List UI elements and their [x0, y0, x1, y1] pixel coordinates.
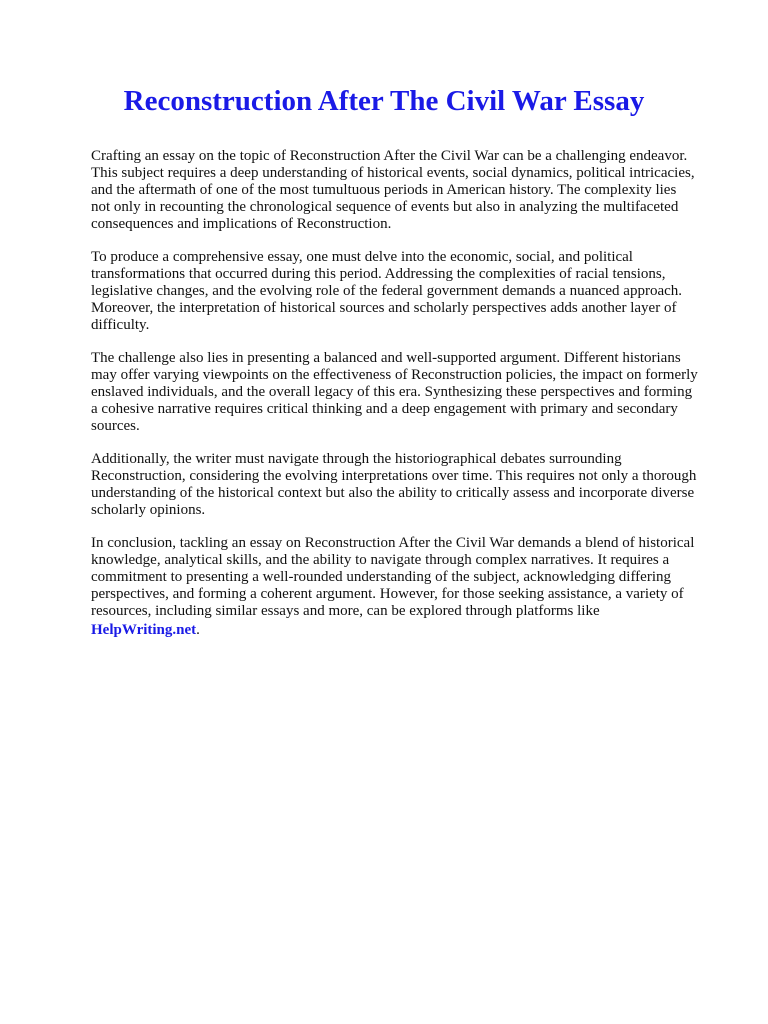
text-line: In conclusion, tackling an essay on Reconstruction After the Civil War demands a blend of historical	[91, 535, 695, 551]
text-line: may offer varying viewpoints on the effectiveness of Reconstruction policies, the impact on formerly	[91, 367, 698, 383]
text-line: transformations that occurred during this period. Addressing the complexities of racial tensions,	[91, 266, 666, 282]
text-line: sources.	[91, 418, 140, 434]
text-line: not only in recounting the chronological sequence of events but also in analyzing the multifaceted	[91, 199, 679, 215]
text-line: commitment to presenting a well-rounded understanding of the subject, acknowledging differing	[91, 569, 671, 585]
link-line	[91, 622, 723, 639]
document-body	[91, 148, 723, 655]
paragraph-4	[91, 451, 723, 519]
text-line: This subject requires a deep understanding of historical events, social dynamics, political intricacies,	[91, 165, 695, 181]
text-line: Additionally, the writer must navigate through the historiographical debates surrounding	[91, 451, 622, 467]
paragraph-3	[91, 350, 723, 435]
text-line: consequences and implications of Reconstruction.	[91, 216, 392, 232]
text-line: enslaved individuals, and the overall legacy of this era. Synthesizing these perspectives and forming	[91, 384, 693, 400]
text-line: perspectives, and forming a coherent argument. However, for those seeking assistance, a variety of	[91, 586, 684, 602]
paragraph-2	[91, 249, 723, 334]
text-line: The challenge also lies in presenting a balanced and well-supported argument. Different historians	[91, 350, 681, 366]
document-title: Reconstruction After The Civil War Essay	[123, 85, 645, 117]
link-suffix: .	[196, 622, 200, 638]
text-line: resources, including similar essays and more, can be explored through platforms like	[91, 603, 600, 619]
text-line: knowledge, analytical skills, and the ability to navigate through complex narratives. It requires a	[91, 552, 670, 568]
text-line: Moreover, the interpretation of historical sources and scholarly perspectives adds another layer of	[91, 300, 677, 316]
paragraph-5	[91, 535, 723, 639]
text-line: scholarly opinions.	[91, 502, 206, 518]
text-line: legislative changes, and the evolving role of the federal government demands a nuanced approach.	[91, 283, 683, 299]
text-line: Reconstruction, considering the evolving interpretations over time. This requires not only a thorough	[91, 468, 697, 484]
text-line: difficulty.	[91, 317, 150, 333]
text-line: Crafting an essay on the topic of Reconstruction After the Civil War can be a challenging endeavor.	[91, 148, 688, 164]
text-line: understanding of the historical context but also the ability to critically assess and incorporate diverse	[91, 485, 695, 501]
text-line: To produce a comprehensive essay, one must delve into the economic, social, and political	[91, 249, 633, 265]
helpwriting-link[interactable]: HelpWriting.net	[91, 622, 197, 638]
paragraph-1	[91, 148, 723, 233]
text-line: a cohesive narrative requires critical thinking and a deep engagement with primary and secondary	[91, 401, 678, 417]
text-line: and the aftermath of one of the most tumultuous periods in American history. The complexity lies	[91, 182, 677, 198]
